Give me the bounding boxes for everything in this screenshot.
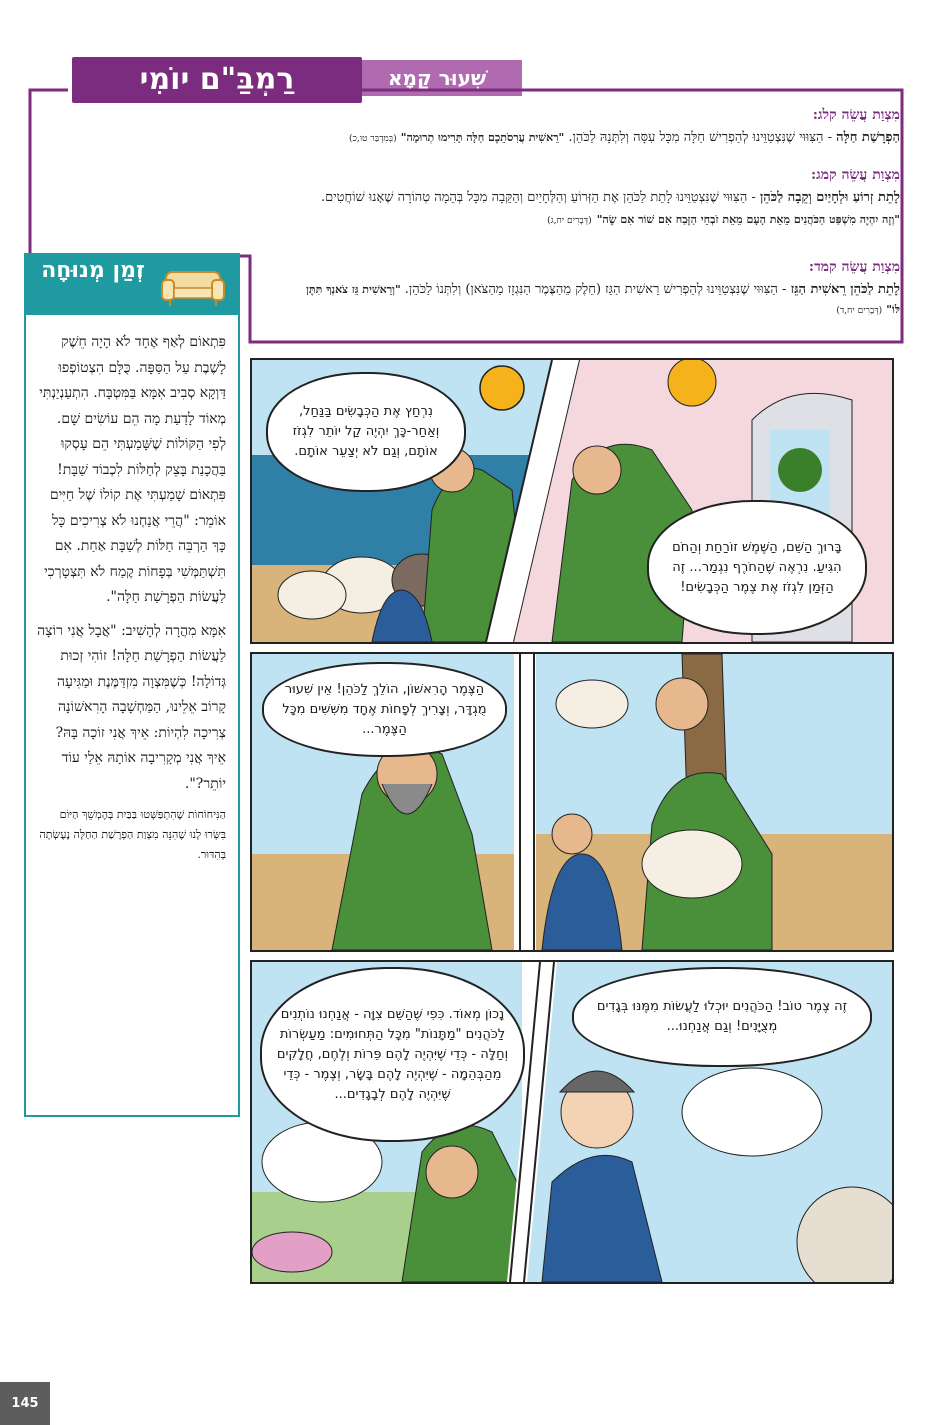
- mitzva-verse: "וְרֵאשִׁית גֵּז צֹאנְךָ תִּתֶּן לּוֹ": [306, 283, 900, 316]
- comic-row-3: [250, 960, 894, 1284]
- mitzva-source: (בְּמִדְבַּר טו,כ): [348, 134, 397, 144]
- lesson-subtitle: שִׁעוּר קַמָא: [387, 66, 487, 90]
- mitzva-title: מִצְוַת עֲשֵׂה קמד:: [808, 259, 900, 275]
- mitzva-desc: - הַצִּוּוּי שֶׁנִּצְטַוֵּינוּ לָתֵת לַכֹּהֵן אֶת הַזְּרוֹעַ וְהַלְּחָיַיִם וְהַקֵּבָה מִכָּל בְּהֵמָה טְהוֹרָה שֶׁאָנוּ שׁוֹחֲטִים.: [321, 190, 760, 205]
- mitzva-verse: "וְזֶה יִהְיֶה מִשְׁפַּט הַכֹּהֲנִים מֵאֵת הָעָם מֵאֵת זֹבְחֵי הַזֶּבַח אִם שׁוֹר אִם שֶׂה": [596, 213, 900, 226]
- page-title: רַמְבַּ"ם יוֹמִי: [139, 62, 295, 97]
- comic-row-1: [250, 358, 894, 644]
- mitzva-text: [300, 280, 900, 321]
- speech-bubble: הַצֶּמֶר הָרִאשׁוֹן, הוֹלֵךְ לַכֹּהֵן! אֵין שִׁעוּר מֻגְדָּר, וְצָרִיךְ לְפָחוֹת אֶחָד מִשִּׁשִּׁים מִכָּל הַצֶּמֶר...: [262, 662, 507, 757]
- speech-bubble: זֶה צֶמֶר טוֹב! הַכֹּהֲנִים יוּכְלוּ לַעֲשׂוֹת מִמֶּנּוּ בְּגָדִים מְצֻיָּנִים! וְגַם אֲנַחְנוּ...: [572, 967, 872, 1067]
- mitzva-desc: - הַצִּוּוּי שֶׁנִּצְטַוֵּינוּ לְהַפְרִישׁ חַלָּה מִכָּל עִסָּה וְלִתְּנָהּ לַכֹּהֵן.: [564, 130, 837, 145]
- mitzva-143: [80, 167, 900, 227]
- comic-row-2: [250, 652, 894, 952]
- rest-time-story: [36, 330, 226, 873]
- mitzva-name: לָתֵת זְרוֹעַ וּלְחָיַיִם וְקֵבָה לַכֹּהֵן: [759, 190, 900, 205]
- mitzva-verse: "רֵאשִׁית עֲרִסֹתֵכֶם חַלָּה תָּרִימוּ תְרוּמָה": [400, 131, 565, 144]
- story-paragraph: הַנִּיחוֹחוֹת שֶׁהִתְפַּשְּׁטוּ בַּבַּיִת בְּהֶמְשֵׁךְ הַיּוֹם בִּשְּׂרוּ לָנוּ שֶׁהִנֵּה מִצְוַת הַפְרָשַׁת הַחַלָּה נֶעֶשְׂתָה בְּהִדּוּר.: [39, 808, 226, 861]
- speech-bubble: נָכוֹן מְאוֹד. כִּפִי שֶׁהַשֵּׁם צִוָּה - אֲנַחְנוּ נוֹתְנִים לַכֹּהֲנִים "מַתָּנוֹת" מִכָּל הַתְּחוּמִים: מַעַשְׂרוֹת וְחַלָּה - כְּדֵי שֶׁיִּהְיֶה לָהֶם פֵּרוֹת וְלֶחֶם, חֲלָקִים מֵהַבְּהֵמָה - שֶׁיִּהְיֶה לָהֶם בָּשָׂר, וְצֶמֶר - כְּדֵי שֶׁיִּהְיֶה לָהֶם לְבָגָדִים...: [260, 967, 525, 1142]
- mitzva-title: מִצְוַת עֲשֵׂה קמג:: [811, 167, 900, 183]
- mitzva-source: (דְּבָרִים יח,ד): [836, 306, 883, 316]
- mitzva-name: לָתֵת לַכֹּהֵן רֵאשִׁית הַגֵּז: [790, 282, 900, 297]
- mitzva-title: מִצְוַת עֲשֵׂה קלג:: [812, 107, 900, 123]
- speech-bubble: בָּרוּךְ הַשֵּׁם, הַשֶּׁמֶשׁ זוֹרַחַת וְהַחֹם הִגִּיעַ. נִרְאֶה שֶׁהַחֹרֶף נִגְמַר... זֶה הַזְּמַן לִגְזֹז אֶת צֶמֶר הַכְּבָשִׂים!: [647, 500, 867, 635]
- speech-bubble: נִרְחַץ אֶת הַכְּבָשִׂים בַּנַּחַל, וְאַחַר-כָּךְ יִהְיֶה קַל יוֹתֵר לִגְזֹז אוֹתָם, וְגַם לֹא יְצַעֵר אוֹתָם.: [266, 372, 466, 492]
- mitzva-desc: - הַצִּוּוּי שֶׁנִּצְטַוֵּינוּ לְהַפְרִישׁ רֵאשִׁית הַגֵּז (חֵלֶק מֵהַצֶּמֶר הַנִּגְזָז מֵהַצֹּאן) וְלִתְּנוֹ לַכֹּהֵן.: [400, 282, 791, 297]
- mitzva-text: [80, 128, 900, 149]
- mitzva-name: הַפְרָשַׁת חַלָּה: [836, 130, 900, 145]
- mitzva-text: [80, 188, 900, 208]
- mitzva-144: [300, 259, 900, 321]
- rest-time-title: זְמַן מְנוּחָה: [41, 258, 145, 283]
- story-paragraph: אִמָּא מִהֲרָה לְהָשִׁיב: "אֲבָל אֲנִי רוֹצָה לַעֲשׂוֹת הַפְרָשַׁת חַלָּה! זוֹהִי זְכוּת גְּדוֹלָה! כְּשֶׁמִּצְוָה מִזְדַּמֶּנֶת וּמַגִּיעָה קָרוֹב אֵלֵינוּ, הַמַּחְשָׁבָה הָרִאשׁוֹנָה צְרִיכָה לִהְיוֹת: אֵיךְ אֲנִי זוֹכָה בָּהּ? אֵיךְ אֲנִי מְקָרִיבָה אוֹתָהּ אֵלַי עוֹד יוֹתֵר?".: [37, 622, 226, 792]
- mitzva-source: (דְּבָרִים יח,ג): [547, 216, 592, 226]
- mitzva-133: [80, 107, 900, 149]
- story-paragraph: פִּתְאוֹם לְאַף אֶחָד לֹא הָיָה חֵשֶׁק לָשֶׁבֶת עַל הַסַּפָּה. כֻּלָּם הִצְטוֹפְפוּ דַּוְקָא סְבִיב אִמָּא בַּמִּטְבָּח. הִתְעַנְיַנְתִּי מְאוֹד לָדַעַת מָה הֵם עוֹשִׂים שָׁם. לְפִי הַקּוֹלוֹת שֶׁשָּׁמַעְתִּי הֵם עָסְקוּ בַּהֲכָנַת בָּצֵק לְחַלּוֹת לִכְבוֹד שַׁבָּת! פִּתְאוֹם שָׁמַעְתִּי אֶת קוֹלוֹ שֶׁל חַיִּים אוֹמֵר: "הֲרֵי אֲנַחְנוּ לֹא צְרִיכִים כָּל כָּךְ הַרְבֵּה חַלּוֹת לְשַׁבָּת אַחַת. אִם תִּשְׁתַּמְּשִׁי בְּפָחוֹת קֶמַח לֹא תִּצְטָרְכִי לַעֲשׂוֹת הַפְרָשַׁת חַלָּה".: [39, 334, 226, 605]
- mitzva-verse-line: [80, 208, 900, 227]
- page-number: 145: [0, 1382, 50, 1425]
- sofa-icon: [160, 262, 226, 308]
